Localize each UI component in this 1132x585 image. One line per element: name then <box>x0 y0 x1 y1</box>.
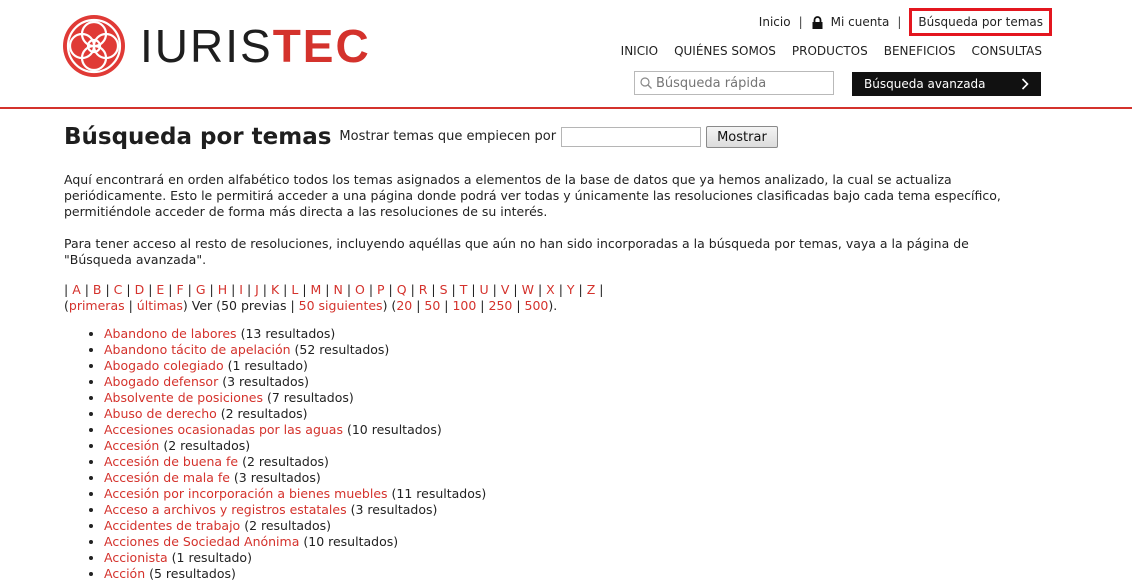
mostrar-button[interactable]: Mostrar <box>706 126 778 148</box>
letter-link[interactable]: M <box>310 282 322 297</box>
topic-link[interactable]: Acción <box>104 566 146 581</box>
mi-cuenta-link[interactable]: Mi cuenta <box>830 15 890 29</box>
search-icon <box>640 77 652 89</box>
letter-link[interactable]: I <box>239 282 243 297</box>
letter-index: | A | B | C | D | E | F | G | H | I | J | K | L | M | N | O | P | Q | R | S | T | U | V | W | X | Y | Z | <box>64 282 604 297</box>
topic-item <box>104 326 1024 342</box>
letter-link[interactable]: C <box>113 282 123 297</box>
letter-link[interactable]: A <box>72 282 81 297</box>
topic-link[interactable]: Accionista <box>104 550 168 565</box>
size-500-link[interactable]: 500 <box>524 298 549 313</box>
topic-item <box>104 486 1024 502</box>
filter-input[interactable] <box>561 127 701 147</box>
filter-label: Mostrar temas que empiecen por <box>339 129 557 144</box>
topic-item <box>104 406 1024 422</box>
topic-count: (10 resultados) <box>346 422 442 437</box>
nav-productos[interactable]: PRODUCTOS <box>791 44 868 58</box>
letter-link[interactable]: J <box>255 282 259 297</box>
nav-consultas[interactable]: CONSULTAS <box>971 44 1042 58</box>
ultimas-link[interactable]: últimas <box>136 298 183 313</box>
topic-link[interactable]: Abogado defensor <box>104 374 219 389</box>
letter-link[interactable]: G <box>195 282 206 297</box>
separator: | <box>798 15 803 29</box>
letter-link[interactable]: T <box>459 282 468 297</box>
topic-item <box>104 550 1024 566</box>
size-50-link[interactable]: 50 <box>424 298 441 313</box>
quick-search <box>634 71 834 95</box>
access-note: Para tener acceso al resto de resoluciones, incluyendo aquéllas que aún no han sido incorporadas a la búsqueda por temas, vaya a la página de "Búsqueda avanzada". <box>64 236 969 267</box>
letter-link[interactable]: L <box>291 282 299 297</box>
size-100-link[interactable]: 100 <box>452 298 477 313</box>
topic-link[interactable]: Acciones de Sociedad Anónima <box>104 534 300 549</box>
size-250-link[interactable]: 250 <box>488 298 513 313</box>
letter-link[interactable]: E <box>156 282 165 297</box>
page-title: Búsqueda por temas <box>64 124 332 150</box>
primeras-link[interactable]: primeras <box>68 298 125 313</box>
topic-item <box>104 518 1024 534</box>
topic-count: (2 resultados) <box>220 406 308 421</box>
topic-count: (3 resultados) <box>233 470 321 485</box>
topic-link[interactable]: Accidentes de trabajo <box>104 518 241 533</box>
letter-link[interactable]: F <box>176 282 184 297</box>
letter-link[interactable]: O <box>355 282 365 297</box>
letter-link[interactable]: P <box>377 282 385 297</box>
topic-item <box>104 422 1024 438</box>
letter-link[interactable]: Z <box>586 282 596 297</box>
topic-link[interactable]: Abandono de labores <box>104 326 237 341</box>
topic-item <box>104 358 1024 374</box>
topic-link[interactable]: Abandono tácito de apelación <box>104 342 291 357</box>
topic-list <box>64 326 1024 582</box>
topic-item <box>104 454 1024 470</box>
main-content <box>64 126 1024 582</box>
nav-beneficios[interactable]: BENEFICIOS <box>883 44 956 58</box>
pager: (primeras | últimas) Ver (50 previas | 50 siguientes) (20 | 50 | 100 | 250 | 500). <box>64 298 558 313</box>
letter-link[interactable]: X <box>546 282 555 297</box>
topic-count: (1 resultado) <box>227 358 308 373</box>
topic-count: (1 resultado) <box>171 550 252 565</box>
size-20-link[interactable]: 20 <box>396 298 413 313</box>
topic-count: (5 resultados) <box>149 566 236 581</box>
topic-item <box>104 390 1024 406</box>
letter-link[interactable]: S <box>439 282 448 297</box>
ver-label: Ver <box>191 298 213 313</box>
previas-label: 50 previas <box>221 298 287 313</box>
title-row <box>64 126 1024 148</box>
siguientes-link[interactable]: 50 siguientes <box>298 298 383 313</box>
topic-item <box>104 566 1024 582</box>
nav-inicio[interactable]: INICIO <box>620 44 659 58</box>
letter-link[interactable]: K <box>271 282 280 297</box>
topic-link[interactable]: Accesión de mala fe <box>104 470 230 485</box>
quick-search-input[interactable] <box>654 75 828 92</box>
topic-count: (11 resultados) <box>391 486 487 501</box>
logo-text: IURISTEC <box>140 20 371 72</box>
topic-count: (3 resultados) <box>350 502 438 517</box>
topic-item <box>104 374 1024 390</box>
letter-link[interactable]: U <box>479 282 489 297</box>
topic-item <box>104 534 1024 550</box>
topic-link[interactable]: Abuso de derecho <box>104 406 217 421</box>
topic-item <box>104 502 1024 518</box>
site-header <box>0 0 1132 109</box>
letter-link[interactable]: Y <box>566 282 575 297</box>
letter-link[interactable]: W <box>521 282 534 297</box>
chevron-right-icon <box>1021 78 1029 90</box>
topic-link[interactable]: Absolvente de posiciones <box>104 390 263 405</box>
inicio-link[interactable]: Inicio <box>758 15 791 29</box>
letter-link[interactable]: N <box>333 282 343 297</box>
nav-quienes-somos[interactable]: QUIÉNES SOMOS <box>674 44 776 58</box>
letter-link[interactable]: H <box>217 282 228 297</box>
topic-count: (7 resultados) <box>266 390 354 405</box>
topic-item <box>104 342 1024 358</box>
busqueda-por-temas-link[interactable]: Búsqueda por temas <box>909 8 1052 36</box>
letter-link[interactable]: B <box>92 282 102 297</box>
logo[interactable] <box>62 14 371 78</box>
topic-link[interactable]: Accesión <box>104 438 160 453</box>
intro-text: Aquí encontrará en orden alfabético todos los temas asignados a elementos de la base de datos que ya hemos analizado, la cual se actualiza periódicamente. Esto le permitirá acceder a una página donde podrá ver todas y únicamente las resoluciones clasificadas bajo cada tema específico, permitiéndole acceder de forma más directa a las resoluciones de su interés. <box>64 172 1001 219</box>
topic-count: (52 resultados) <box>294 342 390 357</box>
topic-link[interactable]: Accesión de buena fe <box>104 454 239 469</box>
topic-count: (2 resultados) <box>163 438 251 453</box>
flower-logo-icon <box>62 14 126 78</box>
topic-count: (10 resultados) <box>303 534 399 549</box>
topic-link[interactable]: Accesiones ocasionadas por las aguas <box>104 422 343 437</box>
letter-link[interactable]: V <box>500 282 510 297</box>
topic-link[interactable]: Abogado colegiado <box>104 358 224 373</box>
letter-link[interactable]: D <box>134 282 145 297</box>
top-links <box>759 8 1052 36</box>
topic-count: (3 resultados) <box>222 374 310 389</box>
topic-count: (2 resultados) <box>244 518 331 533</box>
letter-link[interactable]: Q <box>396 282 407 297</box>
topic-link[interactable]: Accesión por incorporación a bienes muebles <box>104 486 388 501</box>
advanced-search-label: Búsqueda avanzada <box>864 77 986 91</box>
separator: | <box>897 15 902 29</box>
letter-link[interactable]: R <box>418 282 428 297</box>
topic-count: (2 resultados) <box>242 454 329 469</box>
topic-count: (13 resultados) <box>240 326 336 341</box>
topic-link[interactable]: Acceso a archivos y registros estatales <box>104 502 347 517</box>
main-nav <box>605 44 1042 58</box>
topic-item <box>104 438 1024 454</box>
lock-icon <box>811 16 824 29</box>
topic-item <box>104 470 1024 486</box>
advanced-search-button[interactable] <box>852 72 1041 96</box>
